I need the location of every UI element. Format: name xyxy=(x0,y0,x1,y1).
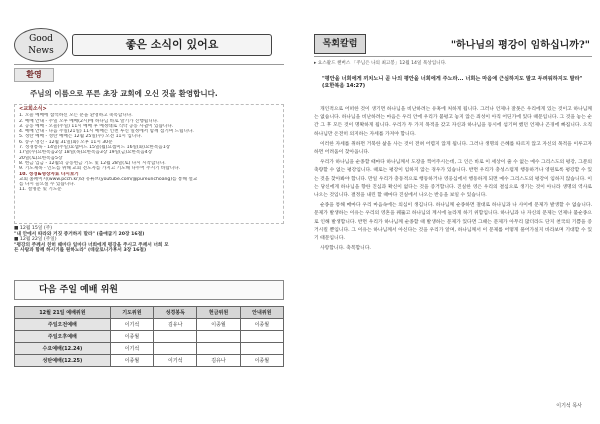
table-header-cell: 성경봉독 xyxy=(154,307,197,319)
masthead-divider xyxy=(14,64,284,65)
table-row xyxy=(15,319,284,331)
column-title: "하나님의 평강이 임하십니까?" xyxy=(450,40,590,51)
service-name-cell: 수요예배(12.24) xyxy=(15,343,111,355)
table-cell: 김유나 xyxy=(154,319,197,331)
table-cell: 이종월 xyxy=(240,355,283,367)
schedule-banner: 다음 주일 예배 위원 xyxy=(14,280,284,300)
verse-line: ■ 12월 22일 (주일) xyxy=(14,237,57,243)
service-name-cell: 주일오전예배 xyxy=(15,319,111,331)
table-cell: 이기석 xyxy=(110,319,153,331)
column-author: 이기석 목사 xyxy=(556,403,582,409)
table-row xyxy=(15,343,284,355)
column-scripture: "평안을 너희에게 끼치노니 곧 나의 평안을 너희에게 주노라... 너희는 마음에 근심하지도 말고 두려워하지도 말라" (요한복음 14:27) xyxy=(322,76,583,89)
table-cell xyxy=(197,331,240,343)
verse-line: ■ 12월 15일 (주) xyxy=(14,226,53,231)
notice-item: 1. 오늘 예배에 참석하신 모든 분을 환영하고 축복합니다. xyxy=(19,113,133,119)
notice-item: 6. 송구 영신 - 12월 31일(화) 오후 11시 30분 xyxy=(19,139,113,145)
table-cell: 이종월 xyxy=(110,331,153,343)
table-cell xyxy=(240,343,283,355)
table-cell: 이종월 xyxy=(110,355,153,367)
notice-list xyxy=(19,113,279,192)
verse-line: "내 안에서 따라와 거짓 증거하지 말라" (출애굽기 20장 16절) xyxy=(14,231,145,237)
welcome-tag: 환영 xyxy=(14,68,54,82)
logo-line-1: Good xyxy=(29,34,53,44)
notices-heading: <교회소식> xyxy=(19,106,47,112)
column-paragraph: 우리가 하나님을 순종할 때마다 하나님께서 도장을 찍어주시는데, 그 인은 바로 이 세상이 줄 수 없는 예수 그리스도의 평강, 그분의 축량할 수 없는 평강입니다. 때로는 평강이 임하지 않는 경우가 있습니다. 반면 우리가 충성스럽게 행동하거나 영원토록 평강할 수 있는 것을 찾아봐야 합니다. 만일 우리가 충동적으로 행동하거나 영웅심에서 행동하게 되면 예수 그리스도의 평강이 임하지 않습니다. 이는 당신에게 하나님을 향한 진심과 확신이 없다는 것을 증거합니다. 진실한 영은 우리의 결심으로 생기는 것이 아니라 생명의 역사로 나오는 것입니다. 결정을 내린 할 때마다 진실에서 나오는 반응을 보일 수 있습니다. xyxy=(314,160,592,199)
table-header-row xyxy=(15,307,284,319)
column-paragraph: 순종을 통해 매마다 우리 마음속에는 의심이 생깁니다. 하나님께 순종하면 절대로 하나님과 나 사이에 문제가 발생할 수 없습니다. 문제가 발생하는 이유는 우리의 영혼을 꿰뚫고 하나님의 계시에 놀라게 하기 위함입니다. 하나님과 나 자신의 문제는 언제나 불순종으로 인해 발생합니다. 반면 우리가 하나님께 순종할 때 발생하는 문제가 있다면 그때는 문제가 아무리 많더라도 단지 천국의 기쁨을 증거시킬 뿐입니다. 그 이유는 하나님께서 아신다는 것을 우리가 알며, 하나님께서 이 문제를 어떻게 풀어가실지 바라보며 기대할 수 있기 때문입니다. xyxy=(314,203,592,242)
masthead-title: 좋은 소식이 있어요 xyxy=(72,34,272,56)
table-header-cell: 헌금위원 xyxy=(197,307,240,319)
notice-item: 8. 헌금 입금 - 12월의 공동헌금 기도 및 12월 28일(토) 다시 시작합니다. xyxy=(19,160,166,166)
notice-item: 2. 예배 안내 - 주일 오후 예배(2시)에 하나님 바로 알기가 진행됩니다. xyxy=(19,118,159,124)
notice-item: 4. 예배 안내 - 다음 주일(21일) 11시 예배는 인천 투신 일정에서 함께 섬기며 드립니다. xyxy=(19,129,194,135)
pastoral-column-tag: 목회칼럼 xyxy=(314,34,366,54)
notice-item: 17일(수)요한복음2장 18일(목)요한복음3장 19일(금)요한복음4장 xyxy=(19,150,153,156)
verse-memorization xyxy=(14,226,284,254)
notice-item: 7. 성경통독 - 14일(주일)요셉미드 15일(월)요셉미드 16일(화)요한복음1장 xyxy=(19,145,171,151)
good-news-logo xyxy=(14,28,68,62)
verse-line: "평강의 주께서 친히 때마다 일마다 너희에게 평강을 주시고 주께서 너희 모 xyxy=(14,242,169,248)
table-cell: 김유나 xyxy=(197,355,240,367)
notice-item: 를 다시 들으실 수 있습니다. xyxy=(19,182,76,188)
notice-item: 11. 설명문 및 기도문 xyxy=(19,187,62,193)
column-body xyxy=(314,106,592,255)
table-header-cell: 12월 21일 예배위원 xyxy=(15,307,111,319)
church-notices xyxy=(14,104,284,224)
column-paragraph: 사랑합니다. 축복합니다. xyxy=(320,246,371,252)
table-cell xyxy=(197,343,240,355)
table-body xyxy=(15,319,284,367)
welcome-text: 주님의 이름으로 푸른 초장 교회에 오신 것을 환영합니다. xyxy=(30,89,218,98)
right-page xyxy=(300,0,600,424)
table-header-cell: 기도위원 xyxy=(110,307,153,319)
table-cell: 이기석 xyxy=(154,355,197,367)
table-cell: 이종월 xyxy=(240,319,283,331)
table-cell: 이기석 xyxy=(110,343,153,355)
column-paragraph: 개인적으로 어떠한 것이 생기면 하나님을 비난하려는 유혹에 처하게 됩니다. 그러나 언제나 잘못은 우리에게 있는 것이고 하나님께는 없습니다. 하나님을 비난하려는 마음은 우리 안에 우리가 불평고 놓지 않은 죄성이 아직 어딘가에 있다 때문입니다. 그 것을 놓는 순간 그 후 모든 것이 명확하게 됩니다. 우리가 두 가지 목적을 갖고 자신과 하나님을 동시에 섬기며 했던 언제나 곤경에 빠집니다. 오직 하나님만 온전히 의지하는 자세를 가져야 합니다. xyxy=(314,107,592,137)
table-cell xyxy=(154,331,197,343)
table-cell xyxy=(240,331,283,343)
column-source: ▸ 요스왈드 챈버스 「주님은 나의 최고봉」12월 14일 묵상입니다. xyxy=(314,61,447,66)
verse-line: 든 사람과 함께 하시기를 원하노라" (데살로니가후서 3장 16절) xyxy=(14,248,147,254)
column-divider xyxy=(314,56,592,57)
table-cell xyxy=(154,343,197,355)
notice-item: 9. 기도제목 - 인도를 위해 교회 전도자를 가지고 기도해 나누어 주시기 바랍니다. xyxy=(19,166,181,172)
table-row xyxy=(15,355,284,367)
service-name-cell: 주일오후예배 xyxy=(15,331,111,343)
worship-committee-table xyxy=(14,306,284,367)
notice-item: 20일(토)요한복음5장 xyxy=(19,155,63,161)
notice-item: 3. 공동 예배 - 오늘(주일) 11시 예배 후 예정대로 식탁 공동 사귐이 있습니다. xyxy=(19,123,174,129)
table-cell: 이종월 xyxy=(197,319,240,331)
table-header-cell: 안내위원 xyxy=(240,307,283,319)
notice-item: 교회 홈페이지(www.pcch.kr)와 유튜브(youtube.com/@pureunchoang)를 통해 설교 xyxy=(19,176,198,182)
column-paragraph: 이러한 자세를 취하면 거북한 삶을 사는 것이 전혀 어렵지 않게 됩니다. 그러나 생명의 은혜를 따르지 않고 자신의 목적을 이루고자 하면 어려움이 찾아옵니다. xyxy=(314,141,592,156)
logo-line-2: News xyxy=(28,46,54,56)
service-name-cell: 성탄예배(12.25) xyxy=(15,355,111,367)
notice-item: 10. 성경&영상자료 다시보기 xyxy=(19,171,79,177)
table-row xyxy=(15,331,284,343)
notice-item: 5. 성탄 예배 - 성탄 예배는 12월 25일(수) 오전 11시 입니다. xyxy=(19,134,143,140)
